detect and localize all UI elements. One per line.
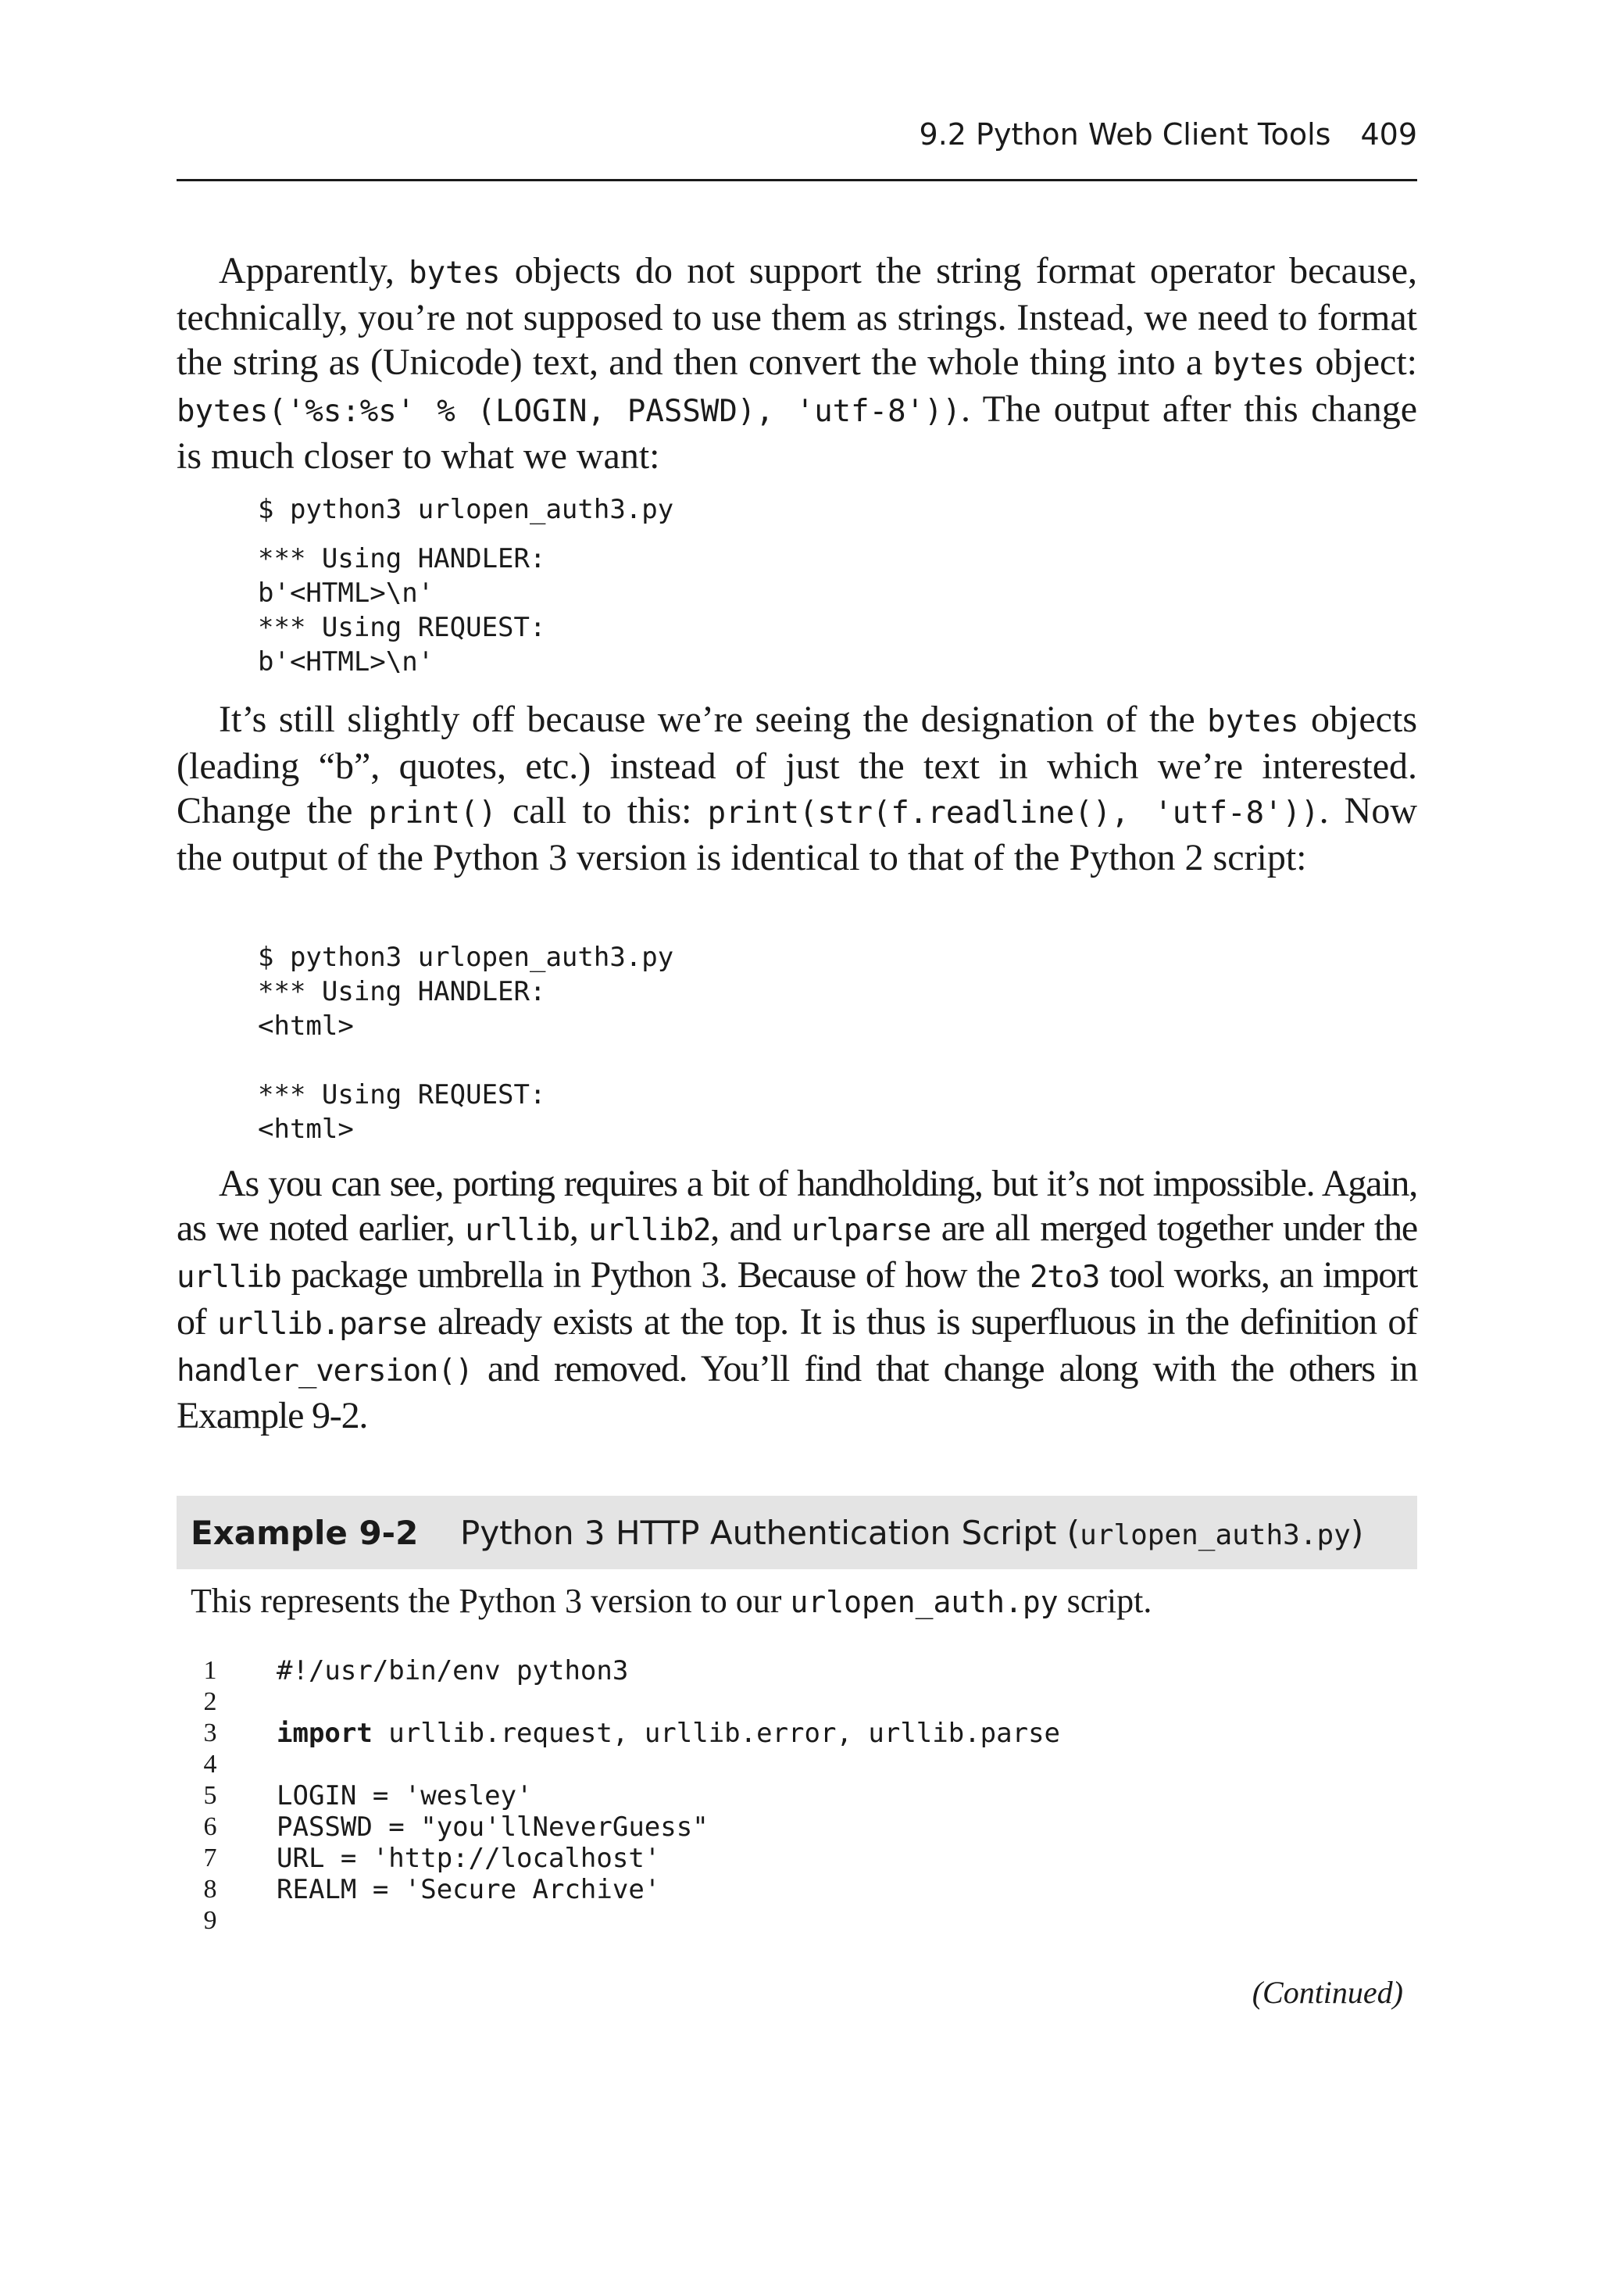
- code-text: URL = 'http://localhost': [277, 1843, 661, 1874]
- code-text: #!/usr/bin/env python3: [277, 1655, 629, 1686]
- line-number: 2: [203, 1687, 217, 1716]
- line-number: 8: [203, 1875, 217, 1904]
- listing-line: [188, 1905, 1060, 1937]
- listing-line: [188, 1686, 1060, 1718]
- line-number: 6: [203, 1812, 217, 1841]
- code-output-1: *** Using HANDLER: b'<HTML>\n' *** Using REQUEST: b'<HTML>\n': [258, 543, 546, 678]
- listing-line: [188, 1811, 1060, 1843]
- header-rule: [177, 179, 1417, 181]
- keyword: import: [277, 1718, 373, 1749]
- running-header: [177, 117, 1417, 152]
- listing-line: [188, 1749, 1060, 1780]
- example-heading: [177, 1496, 1417, 1569]
- paragraph-porting: As you can see, porting requires a bit of handholding, but it’s not impossible. Again, as we noted earlier, urllib, urllib2, and urlparse are all merged together under the urllib package umbrella in Python 3. Because of how the 2to3 tool works, an import of urllib.parse already exists at the top. It is thus is superfluous in the definition of handler_version() and removed. You’ll find that change along with the others in Example 9-2.: [177, 1163, 1418, 1436]
- code-text: PASSWD = "you'llNeverGuess": [277, 1811, 709, 1843]
- code-text: urllib.request, urllib.error, urllib.parse: [372, 1718, 1061, 1749]
- line-number: 4: [203, 1750, 217, 1779]
- code-command-1: $ python3 urlopen_auth3.py: [258, 494, 674, 525]
- line-number: 7: [203, 1844, 217, 1872]
- paragraph-bytes-designation: It’s still slightly off because we’re seeing the designation of the bytes objects (leading “b”, quotes, etc.) instead of just the text in which we’re interested. Change the print() call to this: print(str(f.readline(), 'utf-8')). Now the output of the Python 3 version is identical to that of the Python 2 script:: [177, 699, 1417, 878]
- paragraph-bytes-format: Apparently, bytes objects do not support the string format operator because, technically, you’re not supposed to use them as strings. Instead, we need to format the string as (Unicode) text, and then convert the whole thing into a bytes object: bytes('%s:%s' % (LOGIN, PASSWD), 'utf-8')). The output after this change is much closer to what we want:: [177, 250, 1418, 477]
- line-code: [277, 1811, 709, 1843]
- code-text: REALM = 'Secure Archive': [277, 1874, 661, 1905]
- line-number: 1: [203, 1656, 217, 1685]
- listing-line: [188, 1780, 1060, 1811]
- continued-note: (Continued): [1252, 1975, 1403, 2010]
- line-code: [277, 1718, 1060, 1749]
- line-number: 3: [203, 1718, 217, 1747]
- code-output-2: $ python3 urlopen_auth3.py *** Using HANDLER: <html> *** Using REQUEST: <html>: [258, 942, 674, 1145]
- example-label: Example 9-2: [191, 1513, 419, 1552]
- listing-line: [188, 1655, 1060, 1686]
- example-description: This represents the Python 3 version to our urlopen_auth.py script.: [191, 1582, 1152, 1620]
- line-number: 5: [203, 1781, 217, 1810]
- example-title: Python 3 HTTP Authentication Script (urlopen_auth3.py): [460, 1513, 1364, 1552]
- listing-line: [188, 1874, 1060, 1905]
- listing-line: [188, 1718, 1060, 1749]
- line-number: 9: [203, 1906, 217, 1935]
- line-code: [277, 1655, 628, 1686]
- line-code: [277, 1780, 533, 1811]
- code-text: LOGIN = 'wesley': [277, 1780, 533, 1811]
- code-listing: [188, 1655, 1060, 1937]
- page-number: 409: [1360, 117, 1417, 152]
- section-title: 9.2 Python Web Client Tools: [919, 117, 1331, 152]
- listing-line: [188, 1843, 1060, 1874]
- line-code: [277, 1843, 660, 1874]
- line-code: [277, 1874, 660, 1905]
